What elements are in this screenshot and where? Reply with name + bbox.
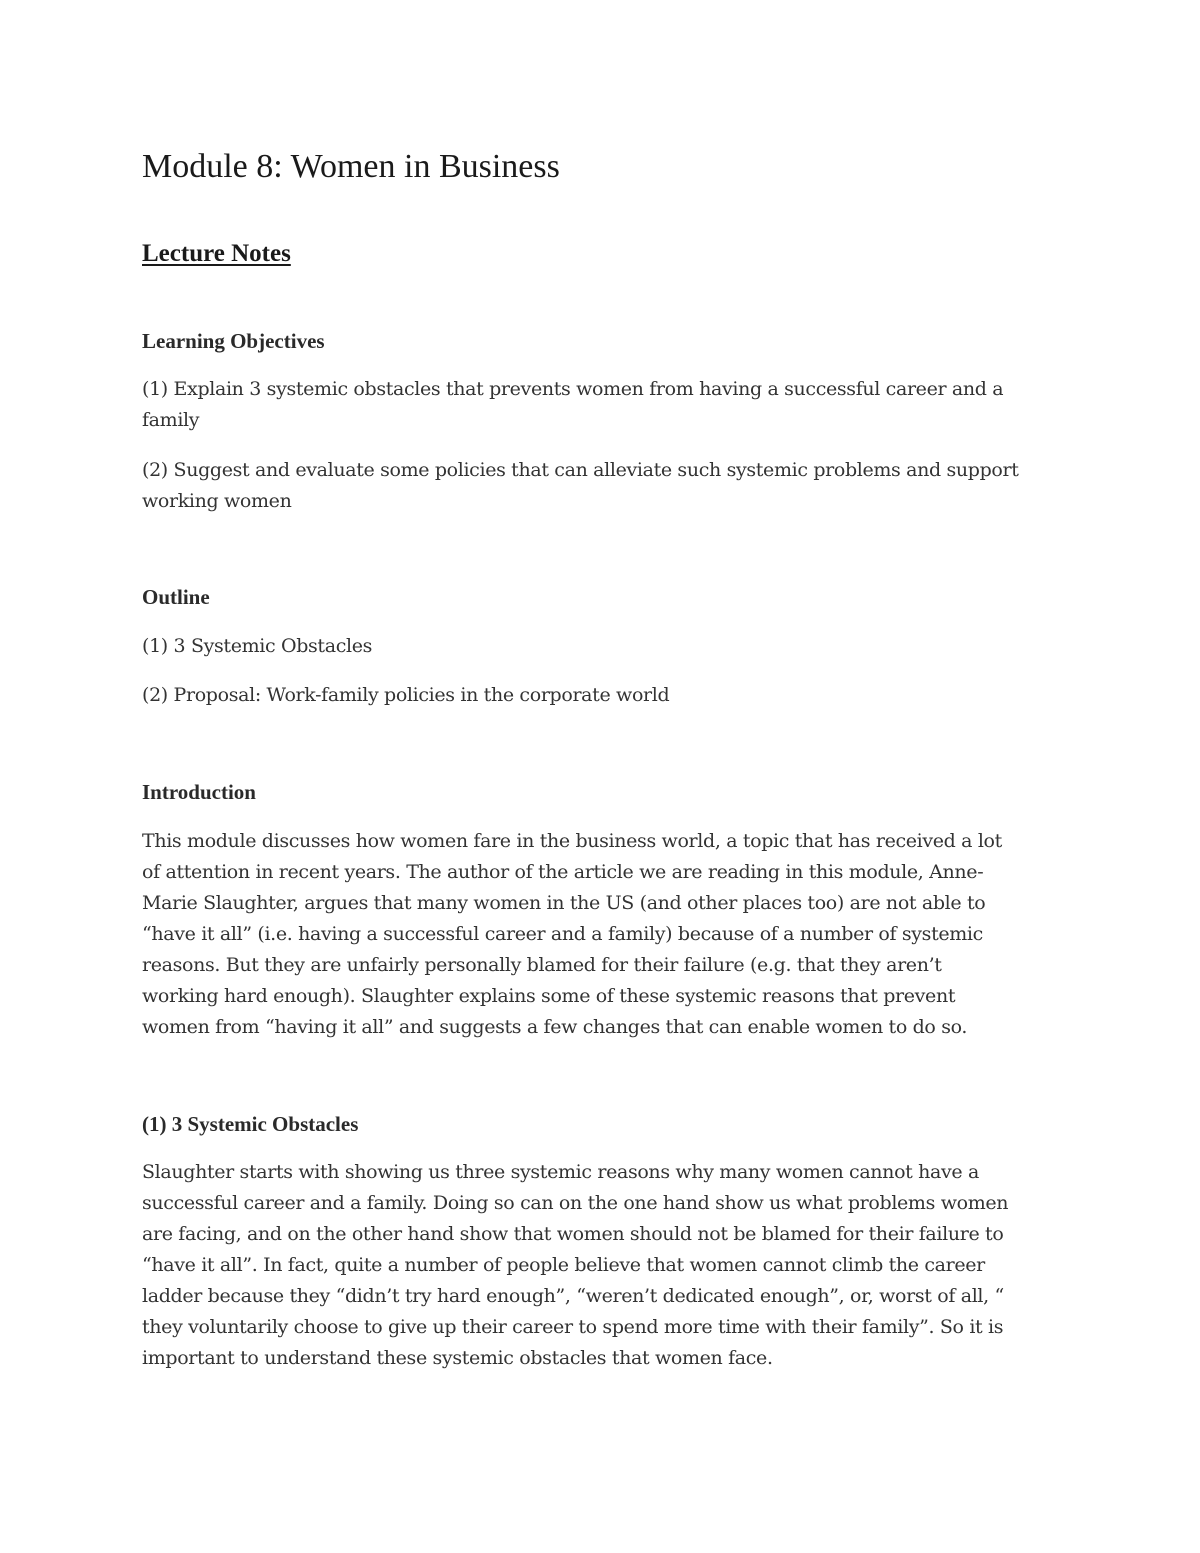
systemic-obstacles-line: successful career and a family. Doing so can on the one hand show us what problems women <box>142 1192 1009 1214</box>
introduction-line: Marie Slaughter, argues that many women in the US (and other places too) are not able to <box>142 892 986 914</box>
introduction-paragraph <box>142 826 1057 1043</box>
systemic-obstacles-paragraph <box>142 1157 1057 1374</box>
outline-heading: Outline <box>142 585 210 609</box>
systemic-obstacles-line: ladder because they “didn’t try hard enough”, “weren’t dedicated enough”, or, worst of all, “ <box>142 1285 1004 1307</box>
introduction-line: working hard enough). Slaughter explains some of these systemic reasons that prevent <box>142 985 956 1007</box>
objective-2 <box>142 455 1057 517</box>
lecture-notes-heading: Lecture Notes <box>142 240 291 267</box>
introduction-line: This module discusses how women fare in the business world, a topic that has received a lot <box>142 830 1002 852</box>
systemic-obstacles-line: “have it all”. In fact, quite a number of people believe that women cannot climb the career <box>142 1254 985 1276</box>
document-title: Module 8: Women in Business <box>142 148 560 185</box>
introduction-line: of attention in recent years. The author of the article we are reading in this module, Anne- <box>142 861 984 883</box>
outline-item-2 <box>142 680 1057 711</box>
introduction-line: reasons. But they are unfairly personally blamed for their failure (e.g. that they aren’t <box>142 954 942 976</box>
objective-1-line-2: family <box>142 409 200 431</box>
systemic-obstacles-line: important to understand these systemic obstacles that women face. <box>142 1347 773 1369</box>
systemic-obstacles-heading: (1) 3 Systemic Obstacles <box>142 1112 359 1136</box>
introduction-line: “have it all” (i.e. having a successful career and a family) because of a number of systemic <box>142 923 983 945</box>
learning-objectives-heading: Learning Objectives <box>142 329 325 353</box>
outline-item-1-text: (1) 3 Systemic Obstacles <box>142 635 373 657</box>
systemic-obstacles-line: Slaughter starts with showing us three systemic reasons why many women cannot have a <box>142 1161 979 1183</box>
introduction-heading: Introduction <box>142 780 256 804</box>
systemic-obstacles-line: are facing, and on the other hand show that women should not be blamed for their failure to <box>142 1223 1004 1245</box>
systemic-obstacles-line: they voluntarily choose to give up their career to spend more time with their family”. So it is <box>142 1316 1004 1338</box>
objective-2-line-2: working women <box>142 490 292 512</box>
outline-item-1 <box>142 631 1057 662</box>
objective-1-line-1: (1) Explain 3 systemic obstacles that prevents women from having a successful career and a <box>142 378 1004 400</box>
outline-item-2-text: (2) Proposal: Work-family policies in the corporate world <box>142 684 670 706</box>
introduction-line: women from “having it all” and suggests a few changes that can enable women to do so. <box>142 1016 968 1038</box>
objective-1 <box>142 374 1057 436</box>
objective-2-line-1: (2) Suggest and evaluate some policies that can alleviate such systemic problems and support <box>142 459 1019 481</box>
